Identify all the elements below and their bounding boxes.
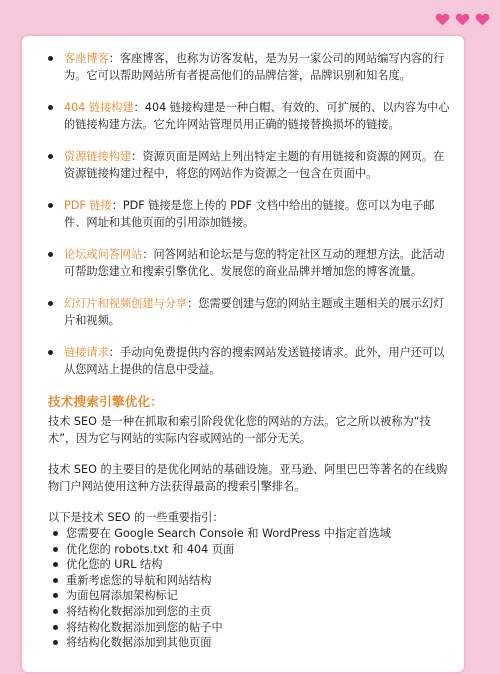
bullet-icon <box>48 301 53 306</box>
item-term: 链接请求 <box>64 346 109 359</box>
heart-icon <box>476 14 488 24</box>
item-text: 重新考虑您的导航和网站结构 <box>66 573 212 587</box>
heart-decoration <box>436 14 488 24</box>
guide-intro: 以下是技术 SEO 的一些重要指引： <box>48 511 224 524</box>
list-item <box>48 246 450 280</box>
list-item <box>48 295 450 329</box>
item-term: 幻灯片和视频创建与分享 <box>64 297 188 310</box>
paragraph: 技术 SEO 的主要目的是优化网站的基础设施。亚马逊、阿里巴巴等著名的在线购物门户网站使用这种方法获得最高的搜索引擎排名。 <box>48 463 448 493</box>
item-text: ：资源页面是网站上列出特定主题的有用链接和资源的网页。在资源链接构建过程中，将您的网站作为资源之一包含在页面中。 <box>64 150 445 180</box>
bullet-icon <box>53 593 58 598</box>
item-text: ：手动向免费提供内容的搜索网站发送链接请求。此外，用户还可以从您网站上提供的信息中受益。 <box>64 346 445 376</box>
item-text: 优化您的 URL 结构 <box>66 558 163 572</box>
bullet-icon <box>53 562 58 567</box>
content-card <box>20 34 466 674</box>
section-title: 技术搜索引擎优化： <box>48 394 164 409</box>
list-item <box>66 526 450 542</box>
list-item <box>48 99 450 133</box>
item-term: 客座博客 <box>64 52 109 65</box>
item-text: 将结构化数据添加到您的主页 <box>66 604 212 618</box>
bullet-icon <box>48 56 53 61</box>
bullet-icon <box>48 350 53 355</box>
list-item <box>66 604 450 620</box>
item-text: 将结构化数据添加到其他页面 <box>66 636 212 650</box>
paragraph: 技术 SEO 是一种在抓取和索引阶段优化您的网站的方法。它之所以被称为“技术”，因为它与网站的实际内容或网站的一部分无关。 <box>48 415 431 445</box>
list-item <box>66 635 450 651</box>
guide-list <box>48 526 450 651</box>
list-item <box>48 197 450 231</box>
item-term: 论坛或问答网站 <box>64 248 143 261</box>
bullet-icon <box>53 547 58 552</box>
list-item <box>66 620 450 636</box>
bullet-icon <box>48 105 53 110</box>
list-item <box>66 542 450 558</box>
bullet-icon <box>48 252 53 257</box>
bullet-icon <box>53 578 58 583</box>
bullet-icon <box>53 531 58 536</box>
bullet-icon <box>53 640 58 645</box>
bullet-icon <box>53 609 58 614</box>
item-term: 404 链接构建 <box>64 101 134 114</box>
item-text: ：404 链接构建是一种白帽、有效的、可扩展的、以内容为中心的链接构建方法。它允许网站管理员用正确的链接替换损坏的链接。 <box>64 101 450 131</box>
item-text: ：客座博客，也称为访客发帖，是为另一家公司的网站编写内容的行为。它可以帮助网站所有者提高他们的品牌信誉，品牌识别和知名度。 <box>64 52 445 82</box>
item-text: ：您需要创建与您的网站主题或主题相关的展示幻灯片和视频。 <box>64 297 445 327</box>
bullet-icon <box>48 154 53 159</box>
item-term: 资源链接构建 <box>64 150 132 163</box>
item-text: 优化您的 robots.txt 和 404 页面 <box>66 542 235 556</box>
list-item <box>66 588 450 604</box>
item-text: 您需要在 Google Search Console 和 WordPress 中指定首选域 <box>66 527 391 540</box>
list-item <box>48 344 450 378</box>
heart-icon <box>456 14 468 24</box>
bullet-icon <box>53 625 58 630</box>
heart-icon <box>436 14 448 24</box>
item-text: ：问答网站和论坛是与您的特定社区互动的理想方法。此活动可帮助您建立和搜索引擎优化、发展您的商业品牌并增加您的博客流量。 <box>64 248 445 278</box>
item-text: ：PDF 链接是您上传的 PDF 文档中给出的链接。您可以为电子邮件、网址和其他页面的引用添加链接。 <box>64 199 435 229</box>
item-text: 将结构化数据添加到您的帖子中 <box>66 620 223 634</box>
link-building-list <box>48 50 450 378</box>
list-item <box>48 50 450 84</box>
list-item <box>66 573 450 589</box>
bullet-icon <box>48 203 53 208</box>
item-term: PDF 链接 <box>64 199 112 212</box>
item-text: 为面包屑添加架构标记 <box>66 589 178 603</box>
list-item <box>66 557 450 573</box>
list-item <box>48 148 450 182</box>
